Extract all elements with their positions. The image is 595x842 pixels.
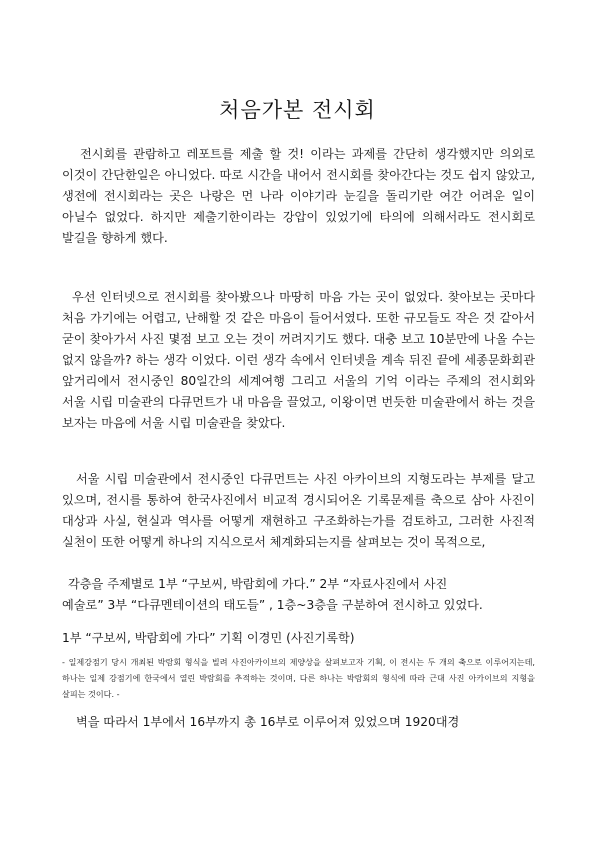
page-title: 처음가본 전시회 [219,98,376,122]
text-line-floors: 각층을 주제별로 1부 “구보씨, 박람회에 가다.” 2부 “자료사진에서 사진 [68,577,448,591]
text-line-walls: 벽을 따라서 1부에서 16부까지 총 16부로 이루어져 있었으며 1920대경 [76,715,460,729]
paragraph-document-exhibition: 서울 시립 미술관에서 전시중인 다큐먼트는 사진 아카이브의 지형도라는 부제를 달고 있으며, 전시를 통하여 한국사진에서 비교적 경시되어온 기록문제를 축으로 삼아 사진이 대상과 사실, 현실과 역사를 어떻게 재현하고 구조화하는가를 검토하고, 그러한 사진적 실천이 또한 어떻게 하나의 지식으로서 체계화되는지를 살펴보는 것이 목적으로, [62,472,535,549]
section-heading-part1: 1부 “구보씨, 박람회에 가다” 기획 이경민 (사진기록학) [62,631,355,645]
text-line-floors-cont: 예술로” 3부 “다큐멘테이션의 태도들” , 1층~3층을 구분하여 전시하고 있었다. [62,598,483,612]
part1-description-note: - 일제강점기 당시 개최된 박람회 형식을 빌려 사진아카이브의 제양상을 살펴보고자 기획, 이 전시는 두 개의 축으로 이루어지는데, 하나는 일제 강점기에 한국에서 열린 박람회를 추적하는 것이며, 다른 하나는 박람회의 형식에 따라 근대 사진 아카이브의 지형을 살피는 것이다. - [62,657,535,699]
paragraph-search: 우선 인터넷으로 전시회를 찾아봤으나 마땅히 마음 가는 곳이 없었다. 찾아보는 곳마다 처음 가기에는 어렵고, 난해할 것 같은 마음이 들어서였다. 또한 규모들도 작은 것 같아서 굳이 찾아가서 사진 몇점 보고 오는 것이 꺼려지기도 했다. 대충 보고 10분만에 나올 수는 없지 않을까? 하는 생각 이었다. 이런 생각 속에서 인터넷을 계속 뒤진 끝에 세종문화회관 앞거리에서 전시중인 80일간의 세계여행 그리고 서울의 기억 이라는 주제의 전시회와 서울 시립 미술관의 다큐먼트가 내 마음을 끌었고, 이왕이면 번듯한 미술관에서 하는 것을 보자는 마음에 서울 시립 미술관을 찾았다. [62,290,535,430]
paragraph-intro: 전시회를 관람하고 레포트를 제출 할 것! 이라는 과제를 간단히 생각했지만 의외로 이것이 간단한일은 아니었다. 따로 시간을 내어서 전시회를 찾아간다는 것도 쉽지 않았고, 생전에 전시회라는 곳은 나랑은 먼 나라 이야기라 눈길을 돌리기란 여간 어려운 일이 아닐수 없었다. 하지만 제출기한이라는 강압이 있었기에 타의에 의해서라도 전시회로 발길을 향하게 했다. [62,147,535,245]
